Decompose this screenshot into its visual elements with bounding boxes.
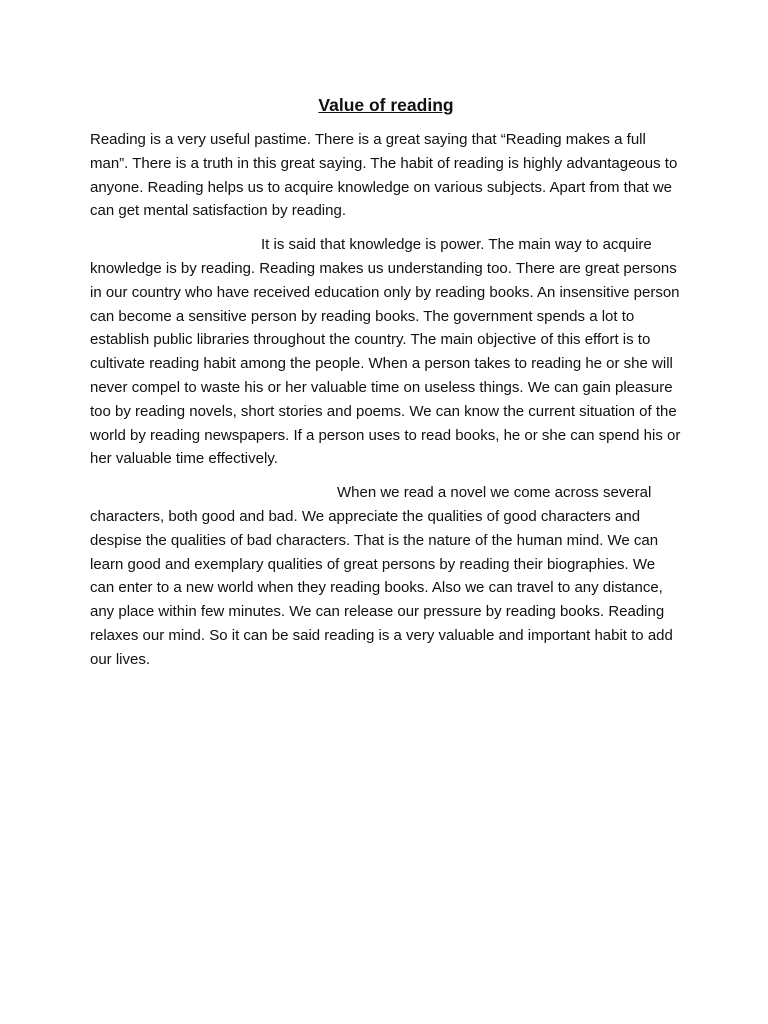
- paragraph-1: Reading is a very useful pastime. There is a great saying that “Reading makes a full man”. There is a truth in this great saying. The habit of reading is highly advantageous to anyone. Reading helps us to acquire knowledge on various subjects. Apart from that we can get mental satisfaction by reading.: [90, 131, 678, 220]
- paragraph-3: When we read a novel we come across several characters, both good and bad. We appreciate the qualities of good characters and despise the qualities of bad characters. That is the nature of the human mind. We can learn good and exemplary qualities of great persons by reading their biographies. We can enter to a new world when they reading books. Also we can travel to any distance, any place within few minutes. We can release our pressure by reading books. Reading relaxes our mind. So it can be said reading is a very valuable and important habit to add our lives.: [90, 484, 673, 668]
- document-title: Value of reading: [318, 95, 454, 115]
- document-page: [90, 92, 682, 682]
- paragraph-2: It is said that knowledge is power. The main way to acquire knowledge is by reading. Reading makes us understanding too. There are great persons in our country who have received education only by reading books. An insensitive person can become a sensitive person by reading books. The government spends a lot to establish public libraries throughout the country. The main objective of this effort is to cultivate reading habit among the people. When a person takes to reading he or she will never compel to waste his or her valuable time on useless things. We can gain pleasure too by reading novels, short stories and poems. We can know the current situation of the world by reading newspapers. If a person uses to read books, he or she can spend his or her valuable time effectively.: [90, 236, 681, 468]
